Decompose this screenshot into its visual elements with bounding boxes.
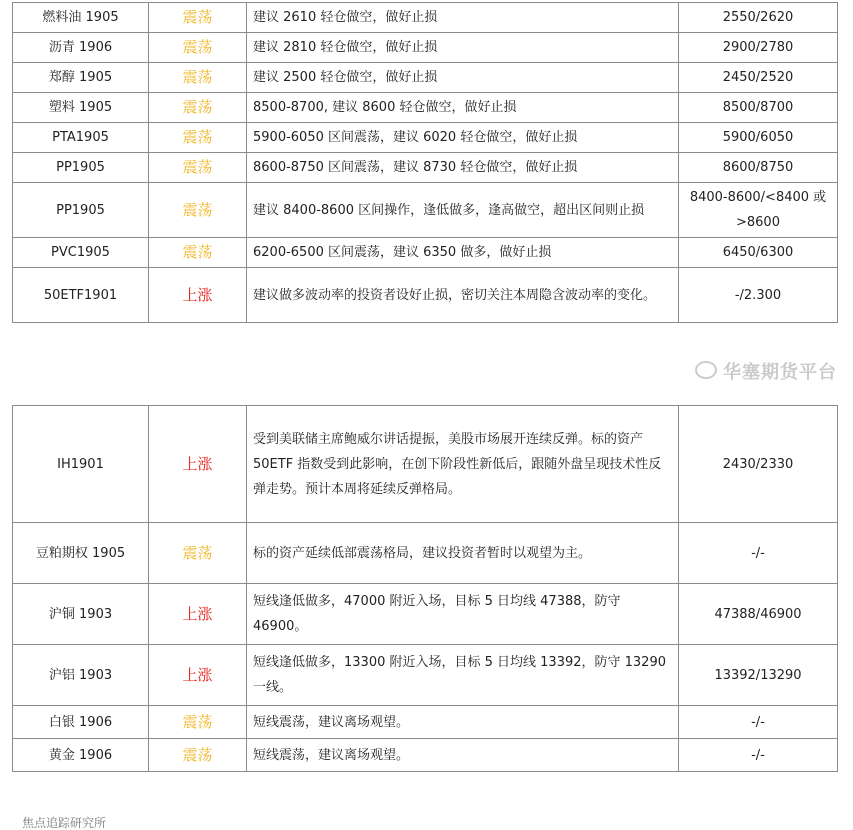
- table-row: [13, 33, 838, 63]
- target-price: 8500/8700: [679, 93, 838, 123]
- target-price: 2550/2620: [679, 3, 838, 33]
- futures-table-top: [12, 2, 838, 323]
- table-row: [13, 238, 838, 268]
- futures-table-bottom: [12, 405, 838, 772]
- instrument-name: IH1901: [13, 406, 149, 523]
- advice-text: 8600-8750 区间震荡，建议 8730 轻仓做空，做好止损: [247, 153, 679, 183]
- target-price: 13392/13290: [679, 645, 838, 706]
- trend-label: 上涨: [149, 406, 247, 523]
- advice-text: 建议 2500 轻仓做空，做好止损: [247, 63, 679, 93]
- table-row: [13, 645, 838, 706]
- trend-label: 震荡: [149, 238, 247, 268]
- trend-label: 上涨: [149, 645, 247, 706]
- instrument-name: 塑料 1905: [13, 93, 149, 123]
- advice-text: 建议做多波动率的投资者设好止损，密切关注本周隐含波动率的变化。: [247, 268, 679, 323]
- instrument-name: 50ETF1901: [13, 268, 149, 323]
- advice-text: 短线震荡，建议离场观望。: [247, 739, 679, 772]
- target-price: 8400-8600/<8400 或>8600: [679, 183, 838, 238]
- target-price: 6450/6300: [679, 238, 838, 268]
- instrument-name: 豆粕期权 1905: [13, 523, 149, 584]
- table-row: [13, 63, 838, 93]
- instrument-name: PVC1905: [13, 238, 149, 268]
- trend-label: 震荡: [149, 706, 247, 739]
- trend-label: 震荡: [149, 63, 247, 93]
- trend-label: 震荡: [149, 33, 247, 63]
- futures-table-top-body: [13, 3, 838, 323]
- advice-text: 短线逢低做多，47000 附近入场，目标 5 日均线 47388，防守 46900。: [247, 584, 679, 645]
- advice-text: 建议 2610 轻仓做空，做好止损: [247, 3, 679, 33]
- trend-label: 震荡: [149, 93, 247, 123]
- watermark-text: 华塞期货平台: [723, 362, 837, 383]
- wechat-icon: [695, 361, 717, 379]
- advice-text: 8500-8700, 建议 8600 轻仓做空，做好止损: [247, 93, 679, 123]
- table-row: [13, 584, 838, 645]
- advice-text: 短线震荡，建议离场观望。: [247, 706, 679, 739]
- trend-label: 震荡: [149, 183, 247, 238]
- target-price: 47388/46900: [679, 584, 838, 645]
- table-row: [13, 406, 838, 523]
- trend-label: 上涨: [149, 268, 247, 323]
- instrument-name: PP1905: [13, 153, 149, 183]
- trend-label: 震荡: [149, 3, 247, 33]
- advice-text: 标的资产延续低部震荡格局，建议投资者暂时以观望为主。: [247, 523, 679, 584]
- instrument-name: 沥青 1906: [13, 33, 149, 63]
- table-row: [13, 268, 838, 323]
- target-price: 2450/2520: [679, 63, 838, 93]
- table-row: [13, 183, 838, 238]
- target-price: -/-: [679, 523, 838, 584]
- target-price: -/-: [679, 706, 838, 739]
- target-price: -/-: [679, 739, 838, 772]
- instrument-name: PP1905: [13, 183, 149, 238]
- instrument-name: 沪铜 1903: [13, 584, 149, 645]
- futures-table-bottom-body: [13, 406, 838, 772]
- instrument-name: PTA1905: [13, 123, 149, 153]
- instrument-name: 白银 1906: [13, 706, 149, 739]
- target-price: 2430/2330: [679, 406, 838, 523]
- target-price: 8600/8750: [679, 153, 838, 183]
- advice-text: 建议 2810 轻仓做空，做好止损: [247, 33, 679, 63]
- instrument-name: 郑醇 1905: [13, 63, 149, 93]
- footer-cut-text: 焦点追踪研究所: [22, 816, 107, 830]
- trend-label: 上涨: [149, 584, 247, 645]
- table-row: [13, 123, 838, 153]
- advice-text: 短线逢低做多，13300 附近入场，目标 5 日均线 13392，防守 13290 一线。: [247, 645, 679, 706]
- trend-label: 震荡: [149, 123, 247, 153]
- advice-text: 受到美联储主席鲍威尔讲话提振，美股市场展开连续反弹。标的资产 50ETF 指数受到此影响，在创下阶段性新低后，跟随外盘呈现技术性反弹走势。预计本周将延续反弹格局。: [247, 406, 679, 523]
- instrument-name: 黄金 1906: [13, 739, 149, 772]
- table-row: [13, 3, 838, 33]
- trend-label: 震荡: [149, 153, 247, 183]
- trend-label: 震荡: [149, 739, 247, 772]
- target-price: 2900/2780: [679, 33, 838, 63]
- table-row: [13, 523, 838, 584]
- table-row: [13, 739, 838, 772]
- target-price: -/2.300: [679, 268, 838, 323]
- table-row: [13, 153, 838, 183]
- instrument-name: 沪铝 1903: [13, 645, 149, 706]
- table-row: [13, 706, 838, 739]
- watermark: [695, 358, 837, 384]
- advice-text: 建议 8400-8600 区间操作，逢低做多，逢高做空，超出区间则止损: [247, 183, 679, 238]
- trend-label: 震荡: [149, 523, 247, 584]
- advice-text: 5900-6050 区间震荡，建议 6020 轻仓做空，做好止损: [247, 123, 679, 153]
- table-row: [13, 93, 838, 123]
- target-price: 5900/6050: [679, 123, 838, 153]
- instrument-name: 燃料油 1905: [13, 3, 149, 33]
- advice-text: 6200-6500 区间震荡，建议 6350 做多，做好止损: [247, 238, 679, 268]
